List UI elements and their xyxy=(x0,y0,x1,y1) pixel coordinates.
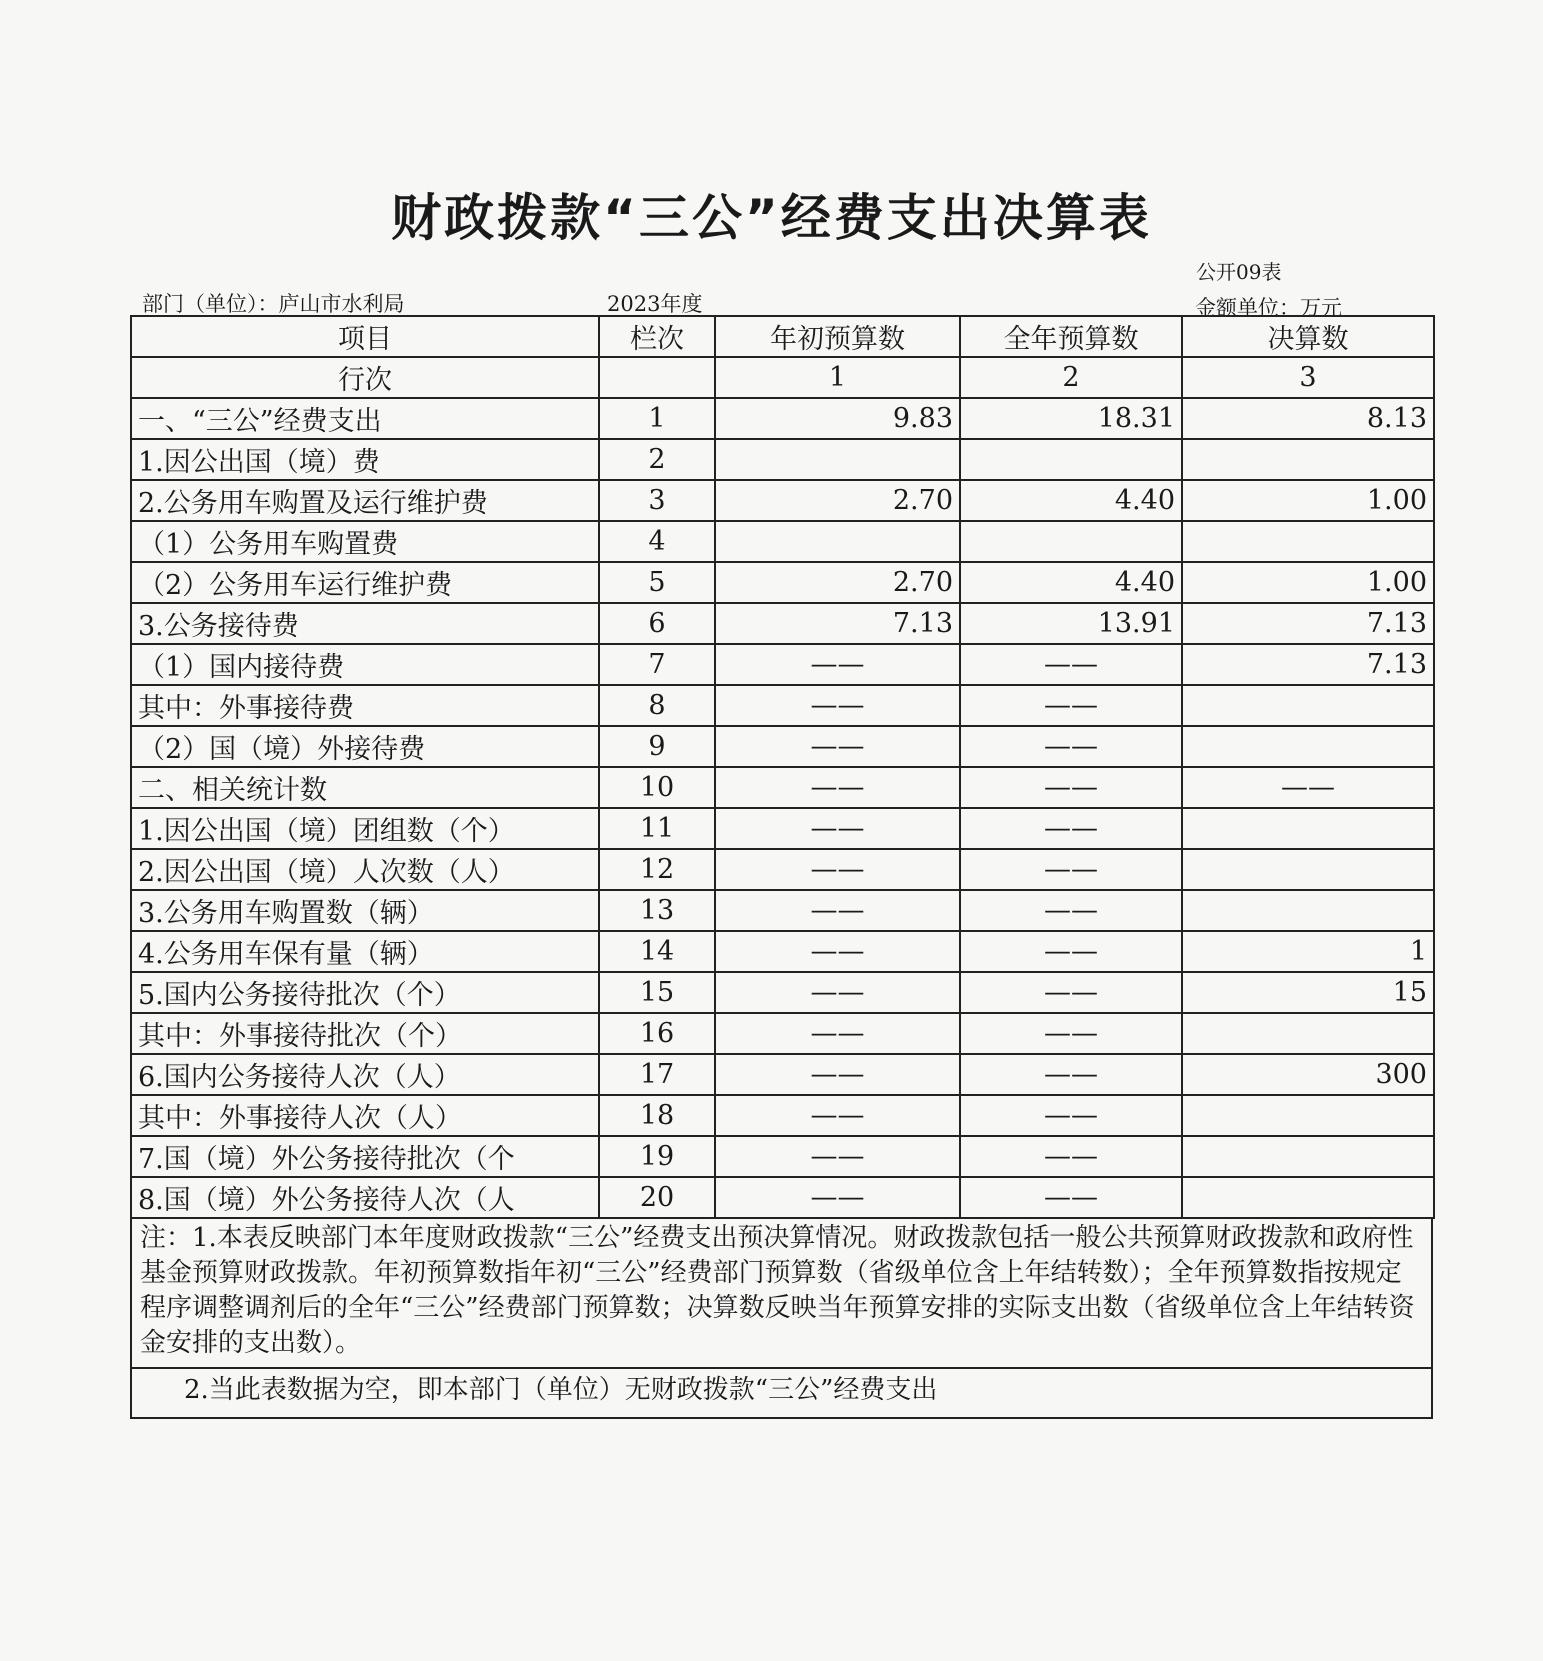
full-year-budget-value: —— xyxy=(960,1177,1182,1218)
full-year-budget-value: —— xyxy=(960,644,1182,685)
row-number: 12 xyxy=(599,849,715,890)
final-account-value xyxy=(1182,685,1434,726)
initial-budget-value xyxy=(715,439,960,480)
table-row xyxy=(131,808,1434,849)
row-number: 3 xyxy=(599,480,715,521)
note-1: 注：1.本表反映部门本年度财政拨款“三公”经费支出预决算情况。财政拨款包括一般公共预算财政拨款和政府性基金预算财政拨款。年初预算数指年初“三公”经费部门预算数（省级单位含上年结转数）；全年预算数指按规定程序调整调剂后的全年“三公”经费部门预算数；决算数反映当年预算安排的实际支出数（省级单位含上年结转资金安排的支出数）。 xyxy=(132,1217,1431,1369)
row-item-label: 4.公务用车保有量（辆） xyxy=(131,931,599,972)
table-row xyxy=(131,439,1434,480)
table-row xyxy=(131,849,1434,890)
row-number: 16 xyxy=(599,1013,715,1054)
row-item-label: 1.因公出国（境）费 xyxy=(131,439,599,480)
header-col-c: 决算数 xyxy=(1182,316,1434,357)
expense-table xyxy=(130,315,1435,1219)
initial-budget-value xyxy=(715,521,960,562)
row-number: 13 xyxy=(599,890,715,931)
final-account-value: 15 xyxy=(1182,972,1434,1013)
final-account-value xyxy=(1182,1013,1434,1054)
table-row xyxy=(131,398,1434,439)
final-account-value xyxy=(1182,726,1434,767)
row-number: 18 xyxy=(599,1095,715,1136)
table-row xyxy=(131,603,1434,644)
full-year-budget-value: —— xyxy=(960,849,1182,890)
initial-budget-value: —— xyxy=(715,1177,960,1218)
table-row xyxy=(131,1095,1434,1136)
initial-budget-value: —— xyxy=(715,931,960,972)
table-row xyxy=(131,767,1434,808)
table-row xyxy=(131,1136,1434,1177)
initial-budget-value: —— xyxy=(715,1095,960,1136)
form-code: 公开09表 xyxy=(1196,260,1282,284)
row-index-a: 1 xyxy=(715,357,960,398)
row-item-label: 其中：外事接待人次（人） xyxy=(131,1095,599,1136)
full-year-budget-value: —— xyxy=(960,972,1182,1013)
full-year-budget-value: 13.91 xyxy=(960,603,1182,644)
row-number: 19 xyxy=(599,1136,715,1177)
row-item-label: 二、相关统计数 xyxy=(131,767,599,808)
row-number: 11 xyxy=(599,808,715,849)
row-number: 15 xyxy=(599,972,715,1013)
department-label: 部门（单位）：庐山市水利局 xyxy=(142,292,405,316)
row-item-label: 一、“三公”经费支出 xyxy=(131,398,599,439)
full-year-budget-value: —— xyxy=(960,890,1182,931)
full-year-budget-value: —— xyxy=(960,685,1182,726)
initial-budget-value: —— xyxy=(715,726,960,767)
row-number: 9 xyxy=(599,726,715,767)
row-item-label: 2.公务用车购置及运行维护费 xyxy=(131,480,599,521)
row-item-label: （2）国（境）外接待费 xyxy=(131,726,599,767)
final-account-value: 1.00 xyxy=(1182,562,1434,603)
row-number: 4 xyxy=(599,521,715,562)
header-item: 项目 xyxy=(131,316,599,357)
row-index-row xyxy=(131,357,1434,398)
row-number: 8 xyxy=(599,685,715,726)
row-number: 20 xyxy=(599,1177,715,1218)
row-number: 6 xyxy=(599,603,715,644)
row-number: 7 xyxy=(599,644,715,685)
final-account-value xyxy=(1182,808,1434,849)
final-account-value: 7.13 xyxy=(1182,644,1434,685)
initial-budget-value: —— xyxy=(715,808,960,849)
page-title: 财政拨款“三公”经费支出决算表 xyxy=(391,189,1152,247)
final-account-value: 300 xyxy=(1182,1054,1434,1095)
row-number: 14 xyxy=(599,931,715,972)
header-row xyxy=(131,316,1434,357)
full-year-budget-value xyxy=(960,521,1182,562)
initial-budget-value: 7.13 xyxy=(715,603,960,644)
row-index-c: 3 xyxy=(1182,357,1434,398)
final-account-value xyxy=(1182,890,1434,931)
full-year-budget-value: 4.40 xyxy=(960,562,1182,603)
row-number: 17 xyxy=(599,1054,715,1095)
row-item-label: 2.因公出国（境）人次数（人） xyxy=(131,849,599,890)
header-col-a: 年初预算数 xyxy=(715,316,960,357)
full-year-budget-value: —— xyxy=(960,1013,1182,1054)
initial-budget-value: —— xyxy=(715,849,960,890)
row-number: 5 xyxy=(599,562,715,603)
initial-budget-value: —— xyxy=(715,972,960,1013)
table-row xyxy=(131,1013,1434,1054)
final-account-value: —— xyxy=(1182,767,1434,808)
table-row xyxy=(131,972,1434,1013)
table-row xyxy=(131,480,1434,521)
full-year-budget-value: 18.31 xyxy=(960,398,1182,439)
row-item-label: （1）国内接待费 xyxy=(131,644,599,685)
initial-budget-value: 2.70 xyxy=(715,480,960,521)
initial-budget-value: —— xyxy=(715,644,960,685)
final-account-value xyxy=(1182,849,1434,890)
table-row xyxy=(131,644,1434,685)
row-item-label: 其中：外事接待批次（个） xyxy=(131,1013,599,1054)
final-account-value: 7.13 xyxy=(1182,603,1434,644)
full-year-budget-value: —— xyxy=(960,808,1182,849)
table-row xyxy=(131,1054,1434,1095)
final-account-value xyxy=(1182,1095,1434,1136)
full-year-budget-value xyxy=(960,439,1182,480)
row-index-label: 行次 xyxy=(131,357,599,398)
row-index-b: 2 xyxy=(960,357,1182,398)
final-account-value: 1 xyxy=(1182,931,1434,972)
fiscal-year: 2023年度 xyxy=(607,292,703,316)
table-row xyxy=(131,1177,1434,1218)
full-year-budget-value: —— xyxy=(960,931,1182,972)
full-year-budget-value: —— xyxy=(960,1136,1182,1177)
note-2: 2.当此表数据为空，即本部门（单位）无财政拨款“三公”经费支出 xyxy=(184,1375,938,1405)
header-col-b: 全年预算数 xyxy=(960,316,1182,357)
final-account-value xyxy=(1182,439,1434,480)
initial-budget-value: —— xyxy=(715,685,960,726)
table-row xyxy=(131,521,1434,562)
row-item-label: （1）公务用车购置费 xyxy=(131,521,599,562)
final-account-value xyxy=(1182,521,1434,562)
row-item-label: 3.公务接待费 xyxy=(131,603,599,644)
initial-budget-value: —— xyxy=(715,890,960,931)
initial-budget-value: 9.83 xyxy=(715,398,960,439)
row-item-label: （2）公务用车运行维护费 xyxy=(131,562,599,603)
row-item-label: 5.国内公务接待批次（个） xyxy=(131,972,599,1013)
full-year-budget-value: —— xyxy=(960,1054,1182,1095)
row-item-label: 1.因公出国（境）团组数（个） xyxy=(131,808,599,849)
header-col-no: 栏次 xyxy=(599,316,715,357)
row-item-label: 7.国（境）外公务接待批次（个 xyxy=(131,1136,599,1177)
notes xyxy=(130,1217,1433,1419)
initial-budget-value: —— xyxy=(715,1136,960,1177)
row-item-label: 6.国内公务接待人次（人） xyxy=(131,1054,599,1095)
row-item-label: 其中：外事接待费 xyxy=(131,685,599,726)
full-year-budget-value: 4.40 xyxy=(960,480,1182,521)
table-row xyxy=(131,685,1434,726)
final-account-value: 1.00 xyxy=(1182,480,1434,521)
initial-budget-value: —— xyxy=(715,1013,960,1054)
full-year-budget-value: —— xyxy=(960,1095,1182,1136)
initial-budget-value: 2.70 xyxy=(715,562,960,603)
table-row xyxy=(131,562,1434,603)
final-account-value xyxy=(1182,1177,1434,1218)
amount-unit: 金额单位：万元 xyxy=(1195,296,1342,320)
row-item-label: 3.公务用车购置数（辆） xyxy=(131,890,599,931)
row-number: 1 xyxy=(599,398,715,439)
initial-budget-value: —— xyxy=(715,1054,960,1095)
row-index-no xyxy=(599,357,715,398)
full-year-budget-value: —— xyxy=(960,726,1182,767)
row-number: 10 xyxy=(599,767,715,808)
table-row xyxy=(131,931,1434,972)
row-item-label: 8.国（境）外公务接待人次（人 xyxy=(131,1177,599,1218)
final-account-value: 8.13 xyxy=(1182,398,1434,439)
table-row xyxy=(131,726,1434,767)
final-account-value xyxy=(1182,1136,1434,1177)
row-number: 2 xyxy=(599,439,715,480)
initial-budget-value: —— xyxy=(715,767,960,808)
full-year-budget-value: —— xyxy=(960,767,1182,808)
table-row xyxy=(131,890,1434,931)
